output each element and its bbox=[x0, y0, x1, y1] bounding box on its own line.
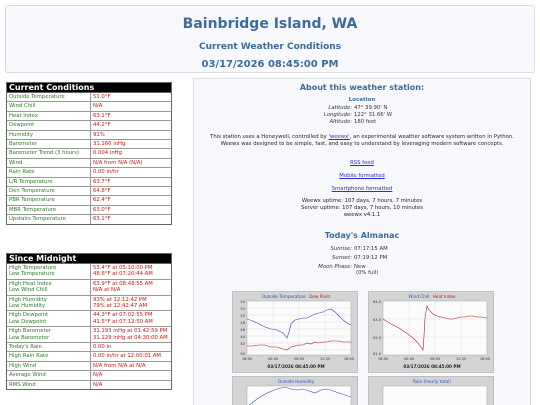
current-conditions-row bbox=[7, 139, 171, 148]
row-value-line: 48.6°F at 07:20:44 AM bbox=[93, 271, 153, 278]
current-conditions-row bbox=[7, 158, 171, 167]
row-label-line: High Wind bbox=[9, 362, 37, 369]
row-value-line: 0.00 in/hr at 12:00:01 AM bbox=[93, 353, 161, 360]
row-label-line: High Heat Index bbox=[9, 280, 52, 287]
row-value-line: 93% at 12:12:42 PM bbox=[93, 296, 147, 303]
altitude-row bbox=[294, 119, 376, 125]
row-label: Upstairs Temperature bbox=[7, 215, 91, 223]
row-value bbox=[91, 264, 171, 279]
row-value bbox=[91, 311, 171, 326]
row-value: 0.00 in/hr bbox=[93, 169, 119, 176]
plot-date: 03/17/2026 08:45:00 PM bbox=[403, 364, 461, 369]
xtick: 18:00 bbox=[343, 357, 355, 361]
about-heading: About this weather station: bbox=[299, 83, 425, 92]
row-value: 63.0°F bbox=[93, 206, 111, 213]
page-subtitle: Current Weather Conditions bbox=[198, 42, 342, 52]
current-conditions-table bbox=[6, 82, 172, 225]
row-value-line: 31.129 inHg at 04:30:00 AM bbox=[93, 334, 168, 341]
row-value-line: 53.4°F at 05:10:00 PM bbox=[93, 265, 153, 271]
xtick: 00:00 bbox=[403, 357, 415, 361]
longitude-label: Longitude: bbox=[323, 112, 352, 118]
altitude-value: 180 feet bbox=[354, 119, 377, 125]
row-value: N/A from N/A (N/A) bbox=[93, 159, 143, 166]
row-label-line: High Rain Rate bbox=[9, 353, 49, 360]
current-conditions-row bbox=[7, 167, 171, 176]
row-label bbox=[7, 352, 91, 360]
plot-area bbox=[383, 386, 487, 405]
row-value bbox=[91, 371, 171, 379]
row-label: PBR Temperature bbox=[7, 196, 91, 204]
row-label: L/R Temperature bbox=[7, 178, 91, 186]
description-part-2: , an experimental weather software system written in Python. Weewx was designed to be simple, fast, and easy to understand by leveraging modern software concepts. bbox=[220, 134, 514, 147]
row-label bbox=[7, 381, 91, 389]
current-conditions-row bbox=[7, 148, 171, 157]
sunset-label: Sunset: bbox=[332, 255, 352, 261]
row-label: Wind Chill bbox=[7, 102, 91, 110]
row-value bbox=[91, 362, 171, 370]
latitude-label: Latitude: bbox=[328, 105, 352, 111]
row-label: Den Temperature bbox=[7, 187, 91, 195]
almanac-heading: Today's Almanac bbox=[324, 231, 400, 240]
current-conditions-row bbox=[7, 120, 171, 129]
moon-phase-label: Moon Phase: bbox=[318, 264, 352, 270]
row-label: Outside Temperature bbox=[7, 93, 91, 101]
row-value: 64.8°F bbox=[93, 188, 111, 195]
row-value: N/A bbox=[93, 103, 103, 110]
row-label-line: Low Wind Chill bbox=[9, 287, 48, 294]
since-midnight-row bbox=[7, 380, 171, 389]
weewx-version: weewx v4.1.1 bbox=[343, 212, 381, 218]
row-value-line: 31.193 inHg at 01:42:59 PM bbox=[93, 328, 168, 335]
row-value: 51.0°F bbox=[93, 94, 111, 100]
moon-full-value: (0% full) bbox=[356, 270, 379, 276]
moon-full-row bbox=[354, 270, 378, 276]
row-value: 63.1°F bbox=[93, 112, 111, 119]
xtick: 12:00 bbox=[319, 357, 331, 361]
station-panel bbox=[193, 78, 531, 405]
longitude-value: 122° 31.66' W bbox=[354, 112, 392, 118]
current-conditions-row bbox=[7, 214, 171, 223]
row-label bbox=[7, 371, 91, 379]
row-label bbox=[7, 327, 91, 342]
xtick: 06:00 bbox=[293, 357, 305, 361]
plot-title-temperature: Outside Temperature Dew Point bbox=[261, 294, 331, 299]
row-label-line: Low Humidity bbox=[9, 303, 46, 310]
since-midnight-row bbox=[7, 342, 171, 351]
since-midnight-heading: Since Midnight bbox=[7, 254, 171, 264]
xtick: 18:00 bbox=[479, 357, 491, 361]
description-part-1: This station uses a Honeywell, controlled by bbox=[210, 134, 327, 140]
since-midnight-row bbox=[7, 326, 171, 342]
row-value bbox=[91, 280, 171, 295]
current-conditions-row bbox=[7, 111, 171, 120]
rain-plot[interactable] bbox=[368, 376, 494, 405]
current-conditions-row bbox=[7, 205, 171, 214]
temperature-dewpoint-plot[interactable] bbox=[232, 291, 358, 373]
since-midnight-row bbox=[7, 279, 171, 295]
row-label: Barometer Trend (3 hours) bbox=[7, 149, 91, 157]
plot-date: 03/17/2026 08:45:00 PM bbox=[267, 364, 325, 369]
report-datetime: 03/17/2026 08:45:00 PM bbox=[201, 59, 339, 70]
current-conditions-row bbox=[7, 101, 171, 110]
row-value-line: 79% at 12:42:47 AM bbox=[93, 303, 148, 310]
xtick: 12:00 bbox=[455, 357, 467, 361]
row-label: Dewpoint bbox=[7, 121, 91, 129]
xtick: 18:00 bbox=[241, 357, 253, 361]
row-value-line: N/A from N/A at N/A bbox=[93, 362, 146, 369]
row-label bbox=[7, 296, 91, 311]
current-conditions-heading: Current Conditions bbox=[7, 83, 171, 93]
weewx-link[interactable]: 'weewx' bbox=[328, 134, 350, 140]
ytick: 52 bbox=[240, 307, 245, 311]
since-midnight-table bbox=[6, 253, 172, 390]
row-label: Humidity bbox=[7, 131, 91, 139]
since-midnight-row bbox=[7, 264, 171, 279]
longitude-row bbox=[294, 112, 392, 118]
current-conditions-row bbox=[7, 195, 171, 204]
row-value-line: N/A at N/A bbox=[93, 287, 121, 294]
ytick: 50 bbox=[240, 314, 245, 318]
row-value bbox=[91, 327, 171, 342]
ytick: 40 bbox=[240, 352, 245, 356]
row-value bbox=[91, 352, 171, 360]
row-value-line: 41.5°F at 07:12:50 AM bbox=[93, 318, 153, 325]
sunrise-value: 07:17:15 AM bbox=[354, 246, 388, 252]
row-label-line: High Barometer bbox=[9, 328, 51, 335]
ytick: 54 bbox=[240, 300, 245, 304]
since-midnight-row bbox=[7, 370, 171, 379]
current-conditions-row bbox=[7, 177, 171, 186]
ytick: 64.0 bbox=[372, 300, 381, 304]
ytick: 44 bbox=[240, 335, 245, 339]
row-value-line: 0.00 in bbox=[93, 344, 112, 351]
uptime-block bbox=[194, 198, 530, 219]
station-title: Bainbridge Island, WA bbox=[182, 16, 358, 32]
xtick: 00:00 bbox=[267, 357, 279, 361]
row-label: Barometer bbox=[7, 140, 91, 148]
row-label bbox=[7, 264, 91, 279]
windchill-heatindex-plot[interactable] bbox=[368, 291, 494, 373]
location-title: Location bbox=[348, 97, 376, 103]
plot-title-humidity: Outside Humidity bbox=[277, 379, 315, 384]
weewx-uptime: Weewx uptime: 107 days, 7 hours, 7 minutes bbox=[301, 198, 423, 204]
altitude-label: Altitude: bbox=[329, 119, 352, 125]
row-value-line: N/A bbox=[93, 372, 103, 379]
latitude-row bbox=[294, 105, 387, 111]
ytick: 62.0 bbox=[372, 336, 381, 340]
row-label: Rain Rate bbox=[7, 168, 91, 176]
since-midnight-row bbox=[7, 351, 171, 360]
current-conditions-row bbox=[7, 130, 171, 139]
sunset-value: 07:19:12 PM bbox=[354, 255, 388, 261]
row-label: Heat Index bbox=[7, 112, 91, 120]
row-value: 63.7°F bbox=[93, 178, 111, 185]
row-label-line: Low Temperature bbox=[9, 271, 55, 278]
row-label: MBR Temperature bbox=[7, 206, 91, 214]
since-midnight-row bbox=[7, 295, 171, 311]
server-uptime: Server uptime: 107 days, 7 hours, 10 minutes bbox=[300, 205, 424, 211]
row-value bbox=[91, 296, 171, 311]
ytick: 42 bbox=[240, 342, 245, 346]
row-label-line: Today's Rain bbox=[9, 344, 42, 351]
row-value: 91% bbox=[93, 131, 105, 138]
row-label-line: High Temperature bbox=[9, 265, 57, 271]
ytick: 63.0 bbox=[372, 318, 381, 322]
ytick: 46 bbox=[240, 328, 245, 332]
since-midnight-row bbox=[7, 310, 171, 326]
smartphone-formatted-link[interactable]: Smartphone formatted bbox=[331, 186, 393, 192]
row-value-line: 63.9°F at 08:48:55 AM bbox=[93, 280, 153, 287]
since-midnight-row bbox=[7, 361, 171, 370]
moon-phase-value: New bbox=[354, 264, 366, 270]
row-label-line: High Dewpoint bbox=[9, 312, 49, 319]
current-conditions-row bbox=[7, 186, 171, 195]
row-label-line: Low Barometer bbox=[9, 334, 50, 341]
row-label bbox=[7, 362, 91, 370]
row-value bbox=[91, 343, 171, 351]
row-label bbox=[7, 311, 91, 326]
current-conditions-row bbox=[7, 93, 171, 101]
row-value: 0.004 inHg bbox=[93, 150, 123, 157]
plot-title-windchill: Wind Chill Heat Index bbox=[408, 294, 456, 299]
row-value: 31.166 inHg bbox=[93, 141, 126, 148]
ytick: 61.0 bbox=[372, 352, 381, 356]
row-label-line: RMS Wind bbox=[9, 381, 36, 388]
page-header bbox=[5, 5, 535, 73]
sunset-row bbox=[294, 255, 387, 261]
plot-title-rain: Rain (hourly total) bbox=[413, 379, 451, 384]
sunrise-row bbox=[294, 246, 388, 252]
row-value-line: N/A bbox=[93, 381, 103, 388]
xtick: 06:00 bbox=[429, 357, 441, 361]
xtick: 18:00 bbox=[377, 357, 389, 361]
row-value: 44.2°F bbox=[93, 122, 111, 129]
row-value: 63.1°F bbox=[93, 216, 111, 223]
row-value-line: 44.3°F at 07:02:55 PM bbox=[93, 312, 153, 319]
row-label-line: High Humidity bbox=[9, 296, 47, 303]
row-label: Wind bbox=[7, 159, 91, 167]
ytick: 48 bbox=[240, 321, 245, 325]
row-label-line: Low Dewpoint bbox=[9, 318, 47, 325]
sunrise-label: Sunrise: bbox=[330, 246, 352, 252]
row-label bbox=[7, 343, 91, 351]
humidity-plot[interactable] bbox=[232, 376, 358, 405]
row-value: 62.4°F bbox=[93, 197, 111, 204]
latitude-value: 47° 39.90' N bbox=[354, 105, 388, 111]
mobile-formatted-link[interactable]: Mobile formatted bbox=[339, 173, 385, 179]
rss-feed-link[interactable]: RSS feed bbox=[350, 160, 374, 166]
station-description bbox=[204, 134, 520, 148]
row-value bbox=[91, 381, 171, 389]
row-label-line: Average Wind bbox=[9, 372, 46, 379]
row-label bbox=[7, 280, 91, 295]
